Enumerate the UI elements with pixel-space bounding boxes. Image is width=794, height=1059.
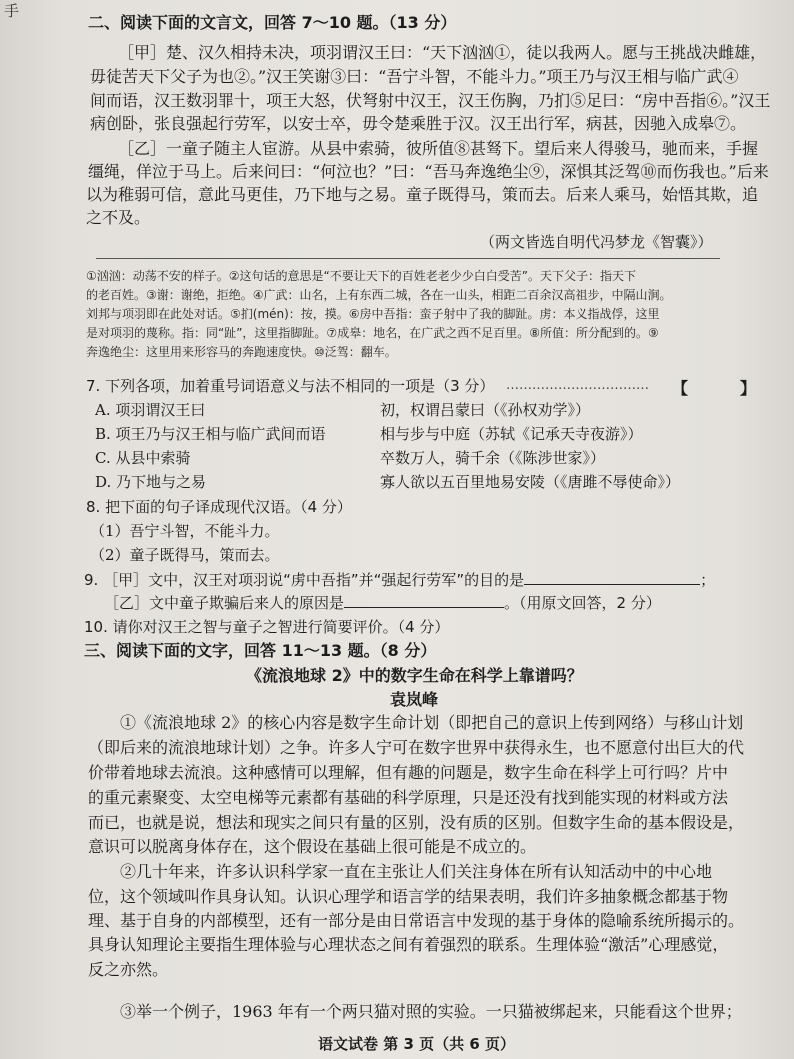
article-paragraph-line: ③举一个例子，1963 年有一个两只猫对照的实验。一只猫被绑起来，只能看这个世界； [120,1002,742,1021]
article-author: 袁岚峰 [390,690,439,709]
question-10-stem: 10. 请你对汉王之智与童子之智进行简要评价。（4 分） [84,618,450,636]
passage-jia-line: 间而语，汉王数羽罪十，项王大怒，伏弩射中汉王，汉王伤胸，乃扪⑤足曰：“房中吾指⑥。”汉王 [90,91,771,110]
answer-bracket-left: 【 [672,379,689,398]
passage-jia-line: 病创卧，张良强起行劳军，以安士卒，毋令楚乘胜于汉。汉王出行军，病甚，因驰入成皋⑦。 [90,114,747,133]
annotation-line: 刘邦与项羽即在此处对话。⑤扪(mén)：按，摸。⑥房中吾指：蛮子射中了我的脚趾。虏：本义指战俘，这里 [86,307,660,321]
question-8-sentence-2: （2）童子既得马，策而去。 [90,546,280,564]
article-paragraph-line: 具身认知理论主要指生理体验与心理状态之间有着强烈的联系。生理体验“激活”心理感觉， [88,935,729,954]
question-8-sentence-1: （1）吾宁斗智，不能斗力。 [90,522,280,540]
question-7-stem: 7. 下列各项，加着重号词语意义与法不相同的一项是（3 分） [86,377,495,395]
annotation-line: 是对项羽的蔑称。指：同“趾”，这里指脚趾。⑦成皋：地名，在广武之西不足百里。⑧所值：所分配到的。⑨ [86,326,659,340]
answer-bracket-right: 】 [740,379,757,398]
passage-source: （两文皆选自明代冯梦龙《智囊》） [480,233,713,251]
article-paragraph-line: 意识可以脱离身体存在，这个假设在基础上很可能是不成立的。 [88,837,537,856]
option-a-reference: 初，权谓吕蒙曰（《孙权劝学》） [380,401,591,419]
option-b-reference: 相与步与中庭（苏轼《记承天寺夜游》） [380,425,643,443]
margin-character: 手 [4,2,20,20]
option-b-label: B. 项王乃与汉王相与临广武间而语 [95,425,326,443]
article-paragraph-line: （即后来的流浪地球计划）之争。许多人宁可在数字世界中获得永生，也不愿意付出巨大的代 [88,738,745,757]
separator-line [96,258,720,259]
article-paragraph-line: ①《流浪地球 2》的核心内容是数字生命计划（即把自己的意识上传到网络）与移山计划 [120,713,744,732]
option-d-label: D. 乃下地与之易 [95,473,207,491]
option-c-reference: 卒数万人，骑千余（《陈涉世家》） [380,449,606,467]
article-paragraph-line: 位，这个领域叫作具身认知。认识心理学和语言学的结果表明，我们许多抽象概念都基于物 [88,887,729,906]
article-paragraph-line: 理、基于自身的内部模型，还有一部分是由日常语言中发现的基于身体的隐喻系统所揭示的。 [88,911,745,930]
passage-jia-line: 毋徒苦天下父子为也②。”汉王笑谢③曰：“吾宁斗智，不能斗力。”项王乃与汉王相与临广武④ [90,67,739,86]
annotation-line: 奔逸绝尘：这里用来形容马的奔跑速度快。⑩泛驾：翻车。 [86,345,397,359]
annotation-line: 的老百姓。③谢：谢绝，拒绝。④广武：山名，上有东西二城，各在一山头，相距二百余汉高祖步，中隔山涧。 [86,288,672,302]
section2-heading: 二、阅读下面的文言文，回答 7～10 题。（13 分） [88,13,457,32]
article-paragraph-line: 而已，也就是说，想法和现实之间只有量的区别，没有质的区别。但数字生命的基本假设是， [88,813,745,832]
question-9-part-1: 9. ［甲］文中，汉王对项羽说“虏中吾指”并“强起行劳军”的目的是 ； [84,571,716,589]
passage-yi-line: 缰绳，佯泣于马上。后来问曰：“何泣也？”曰：“吾马奔逸绝尘⑨，深惧其泛驾⑩而伤我也。”后来 [88,162,769,181]
article-title: 《流浪地球 2》中的数字生命在科学上靠谱吗？ [246,666,583,685]
option-a-label: A. 项羽谓汉王曰 [95,401,206,419]
article-paragraph-line: 价带着地球去流浪。这种感情可以理解，但有趣的问题是，数字生命在科学上可行吗？片中 [88,763,729,782]
option-d-reference: 寡人欲以五百里地易安陵（《唐雎不辱使命》） [380,473,681,491]
answer-blank[interactable] [524,570,700,585]
option-c-label: C. 从县中索骑 [95,449,191,467]
article-paragraph-line: 反之亦然。 [88,960,169,979]
passage-yi-line: 以为稚弱可信，意此马更佳，乃下地与之易。童子既得马，策而去。后来人乘马，始悟其欺，追 [86,185,759,204]
section3-heading: 三、阅读下面的文字，回答 11～13 题。（8 分） [84,641,437,660]
question-9-part-2: ［乙］文中童子欺骗后来人的原因是 。（用原文回答，2 分） [104,594,661,612]
passage-jia-line: ［甲］楚、汉久相持未决，项羽谓汉王曰：“天下汹汹①，徒以我两人。愿与王挑战决雌雄， [118,43,767,62]
annotation-line: ①汹汹：动荡不安的样子。②这句话的意思是“不要让天下的百姓老老少少白白受苦”。天下父子：指天下 [86,269,636,283]
answer-blank[interactable] [344,593,504,608]
article-paragraph-line: ②几十年来，许多认识科学家一直在主张让人们关注身体在所有认知活动中的中心地 [120,862,713,881]
question-7-leader-dots: …………………………… [506,378,649,393]
passage-yi-line: 之不及。 [86,208,151,227]
article-paragraph-line: 的重元素聚变、太空电梯等元素都有基础的科学原理，只是还没有找到能实现的材料或方法 [88,788,729,807]
question-8-stem: 8. 把下面的句子译成现代汉语。（4 分） [86,498,352,516]
passage-yi-line: ［乙］一童子随主人宦游。从县中索骑，彼所值⑧甚驽下。望后来人得骏马，驰而来，手握 [118,139,759,158]
page-footer: 语文试卷 第 3 页（共 6 页） [318,1035,515,1053]
